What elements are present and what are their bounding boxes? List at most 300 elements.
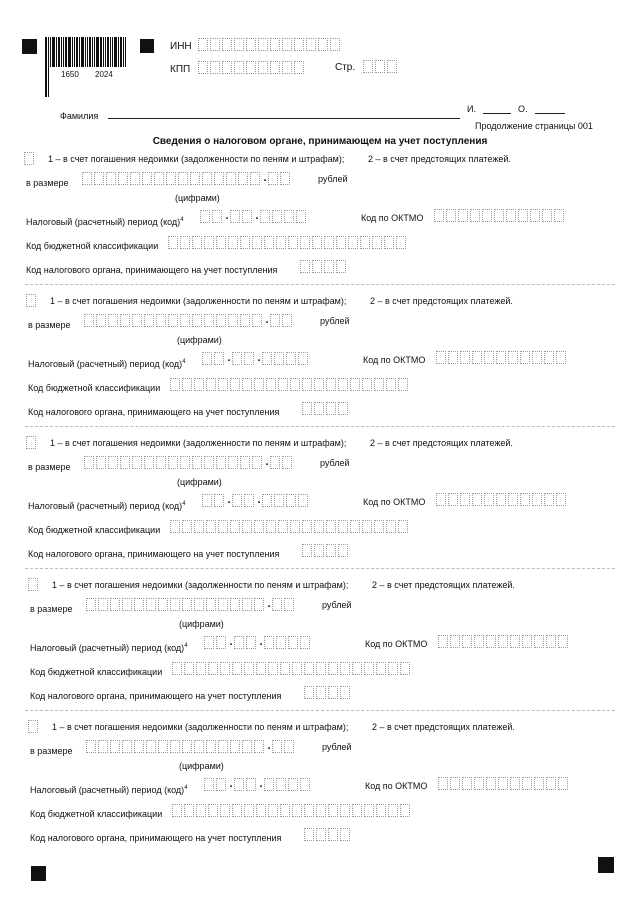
input-cell[interactable]	[288, 636, 298, 649]
input-cell[interactable]	[218, 520, 228, 533]
input-cell[interactable]	[542, 209, 552, 222]
input-cell[interactable]	[450, 777, 460, 790]
input-cell[interactable]	[234, 38, 244, 51]
input-cell[interactable]	[534, 777, 544, 790]
input-cell[interactable]	[168, 236, 178, 249]
input-cell[interactable]	[338, 378, 348, 391]
input-cell[interactable]	[220, 804, 230, 817]
inn-field[interactable]	[198, 38, 342, 51]
input-cell[interactable]	[254, 520, 264, 533]
input-cell[interactable]	[142, 172, 152, 185]
oktmo-field[interactable]	[436, 351, 568, 364]
input-cell[interactable]	[262, 494, 272, 507]
input-cell[interactable]	[218, 740, 228, 753]
input-cell[interactable]	[242, 210, 252, 223]
input-cell[interactable]	[494, 209, 504, 222]
input-cell[interactable]	[374, 378, 384, 391]
input-cell[interactable]	[363, 60, 373, 73]
input-cell[interactable]	[240, 314, 250, 327]
amount-field[interactable]	[84, 456, 294, 469]
input-cell[interactable]	[330, 38, 340, 51]
input-cell[interactable]	[510, 777, 520, 790]
input-cell[interactable]	[296, 210, 306, 223]
input-cell[interactable]	[400, 662, 410, 675]
input-cell[interactable]	[246, 778, 256, 791]
input-cell[interactable]	[232, 804, 242, 817]
input-cell[interactable]	[294, 61, 304, 74]
input-cell[interactable]	[324, 236, 334, 249]
input-cell[interactable]	[226, 172, 236, 185]
input-cell[interactable]	[375, 60, 385, 73]
input-cell[interactable]	[192, 236, 202, 249]
input-cell[interactable]	[388, 804, 398, 817]
input-cell[interactable]	[294, 38, 304, 51]
input-cell[interactable]	[328, 804, 338, 817]
input-cell[interactable]	[210, 38, 220, 51]
input-cell[interactable]	[218, 598, 228, 611]
input-cell[interactable]	[154, 172, 164, 185]
input-cell[interactable]	[242, 378, 252, 391]
input-cell[interactable]	[228, 456, 238, 469]
input-cell[interactable]	[134, 740, 144, 753]
input-cell[interactable]	[544, 351, 554, 364]
input-cell[interactable]	[244, 494, 254, 507]
kpp-field[interactable]	[198, 61, 306, 74]
input-cell[interactable]	[438, 635, 448, 648]
input-cell[interactable]	[268, 172, 278, 185]
input-cell[interactable]	[132, 314, 142, 327]
input-cell[interactable]	[146, 740, 156, 753]
input-cell[interactable]	[324, 260, 334, 273]
input-cell[interactable]	[194, 740, 204, 753]
amount-field[interactable]	[82, 172, 292, 185]
input-cell[interactable]	[146, 598, 156, 611]
input-cell[interactable]	[84, 456, 94, 469]
input-cell[interactable]	[216, 314, 226, 327]
input-cell[interactable]	[362, 378, 372, 391]
input-cell[interactable]	[316, 804, 326, 817]
input-cell[interactable]	[522, 777, 532, 790]
input-cell[interactable]	[302, 378, 312, 391]
input-cell[interactable]	[276, 636, 286, 649]
input-cell[interactable]	[170, 740, 180, 753]
input-cell[interactable]	[194, 378, 204, 391]
input-cell[interactable]	[326, 520, 336, 533]
input-cell[interactable]	[192, 314, 202, 327]
input-cell[interactable]	[364, 804, 374, 817]
input-cell[interactable]	[216, 456, 226, 469]
input-cell[interactable]	[230, 378, 240, 391]
input-cell[interactable]	[556, 493, 566, 506]
input-cell[interactable]	[98, 598, 108, 611]
input-cell[interactable]	[214, 494, 224, 507]
input-cell[interactable]	[202, 494, 212, 507]
input-cell[interactable]	[232, 494, 242, 507]
input-cell[interactable]	[268, 804, 278, 817]
input-cell[interactable]	[312, 236, 322, 249]
input-cell[interactable]	[220, 662, 230, 675]
input-cell[interactable]	[304, 662, 314, 675]
input-cell[interactable]	[210, 61, 220, 74]
input-cell[interactable]	[318, 38, 328, 51]
input-cell[interactable]	[208, 662, 218, 675]
input-cell[interactable]	[184, 662, 194, 675]
input-cell[interactable]	[520, 351, 530, 364]
input-cell[interactable]	[362, 520, 372, 533]
input-cell[interactable]	[246, 636, 256, 649]
payment-type-field[interactable]	[26, 294, 38, 307]
input-cell[interactable]	[182, 740, 192, 753]
input-cell[interactable]	[374, 520, 384, 533]
input-cell[interactable]	[350, 378, 360, 391]
input-cell[interactable]	[244, 804, 254, 817]
input-cell[interactable]	[298, 494, 308, 507]
input-cell[interactable]	[122, 598, 132, 611]
input-cell[interactable]	[508, 493, 518, 506]
input-cell[interactable]	[254, 378, 264, 391]
input-cell[interactable]	[202, 172, 212, 185]
tax-period-field[interactable]	[202, 352, 310, 365]
input-cell[interactable]	[168, 456, 178, 469]
input-cell[interactable]	[26, 294, 36, 307]
input-cell[interactable]	[340, 828, 350, 841]
surname-field[interactable]	[108, 118, 460, 119]
input-cell[interactable]	[272, 598, 282, 611]
input-cell[interactable]	[234, 636, 244, 649]
input-cell[interactable]	[474, 777, 484, 790]
input-cell[interactable]	[232, 662, 242, 675]
input-cell[interactable]	[300, 636, 310, 649]
input-cell[interactable]	[300, 260, 310, 273]
input-cell[interactable]	[484, 351, 494, 364]
input-cell[interactable]	[194, 520, 204, 533]
input-cell[interactable]	[144, 314, 154, 327]
input-cell[interactable]	[282, 314, 292, 327]
input-cell[interactable]	[228, 236, 238, 249]
input-cell[interactable]	[474, 635, 484, 648]
input-cell[interactable]	[336, 260, 346, 273]
input-cell[interactable]	[534, 635, 544, 648]
input-cell[interactable]	[290, 378, 300, 391]
input-cell[interactable]	[244, 662, 254, 675]
tax-authority-field[interactable]	[302, 544, 350, 557]
input-cell[interactable]	[122, 740, 132, 753]
input-cell[interactable]	[230, 740, 240, 753]
input-cell[interactable]	[372, 236, 382, 249]
input-cell[interactable]	[436, 493, 446, 506]
input-cell[interactable]	[216, 236, 226, 249]
input-cell[interactable]	[556, 351, 566, 364]
input-cell[interactable]	[158, 740, 168, 753]
input-cell[interactable]	[86, 598, 96, 611]
input-cell[interactable]	[98, 740, 108, 753]
input-cell[interactable]	[180, 236, 190, 249]
input-cell[interactable]	[306, 38, 316, 51]
input-cell[interactable]	[190, 172, 200, 185]
input-cell[interactable]	[286, 352, 296, 365]
input-cell[interactable]	[250, 172, 260, 185]
input-cell[interactable]	[284, 740, 294, 753]
input-cell[interactable]	[204, 456, 214, 469]
input-cell[interactable]	[518, 209, 528, 222]
input-cell[interactable]	[328, 686, 338, 699]
input-cell[interactable]	[496, 493, 506, 506]
input-cell[interactable]	[240, 456, 250, 469]
input-cell[interactable]	[168, 314, 178, 327]
input-cell[interactable]	[198, 38, 208, 51]
oktmo-field[interactable]	[434, 209, 566, 222]
input-cell[interactable]	[336, 236, 346, 249]
input-cell[interactable]	[300, 778, 310, 791]
input-cell[interactable]	[282, 456, 292, 469]
input-cell[interactable]	[522, 635, 532, 648]
input-cell[interactable]	[206, 520, 216, 533]
input-cell[interactable]	[242, 520, 252, 533]
payment-type-field[interactable]	[28, 578, 40, 591]
amount-field[interactable]	[86, 598, 296, 611]
input-cell[interactable]	[180, 314, 190, 327]
input-cell[interactable]	[484, 493, 494, 506]
input-cell[interactable]	[94, 172, 104, 185]
input-cell[interactable]	[258, 38, 268, 51]
initial-o-field[interactable]	[535, 113, 565, 114]
input-cell[interactable]	[340, 686, 350, 699]
input-cell[interactable]	[270, 314, 280, 327]
input-cell[interactable]	[158, 598, 168, 611]
input-cell[interactable]	[280, 804, 290, 817]
input-cell[interactable]	[196, 804, 206, 817]
input-cell[interactable]	[24, 152, 34, 165]
input-cell[interactable]	[192, 456, 202, 469]
input-cell[interactable]	[282, 38, 292, 51]
input-cell[interactable]	[156, 456, 166, 469]
input-cell[interactable]	[388, 662, 398, 675]
input-cell[interactable]	[486, 635, 496, 648]
amount-field[interactable]	[84, 314, 294, 327]
input-cell[interactable]	[312, 260, 322, 273]
input-cell[interactable]	[274, 352, 284, 365]
input-cell[interactable]	[276, 778, 286, 791]
tax-authority-field[interactable]	[304, 828, 352, 841]
input-cell[interactable]	[506, 209, 516, 222]
input-cell[interactable]	[26, 436, 36, 449]
kbk-field[interactable]	[170, 378, 410, 391]
input-cell[interactable]	[184, 804, 194, 817]
input-cell[interactable]	[298, 352, 308, 365]
input-cell[interactable]	[200, 210, 210, 223]
input-cell[interactable]	[328, 662, 338, 675]
input-cell[interactable]	[434, 209, 444, 222]
input-cell[interactable]	[216, 636, 226, 649]
input-cell[interactable]	[300, 236, 310, 249]
tax-period-field[interactable]	[202, 494, 310, 507]
input-cell[interactable]	[532, 493, 542, 506]
input-cell[interactable]	[276, 236, 286, 249]
input-cell[interactable]	[386, 520, 396, 533]
kbk-field[interactable]	[170, 520, 410, 533]
input-cell[interactable]	[260, 210, 270, 223]
input-cell[interactable]	[166, 172, 176, 185]
input-cell[interactable]	[280, 172, 290, 185]
input-cell[interactable]	[246, 61, 256, 74]
input-cell[interactable]	[472, 351, 482, 364]
tax-period-field[interactable]	[204, 636, 312, 649]
input-cell[interactable]	[130, 172, 140, 185]
input-cell[interactable]	[262, 352, 272, 365]
input-cell[interactable]	[256, 804, 266, 817]
input-cell[interactable]	[204, 778, 214, 791]
input-cell[interactable]	[496, 351, 506, 364]
input-cell[interactable]	[316, 662, 326, 675]
input-cell[interactable]	[264, 778, 274, 791]
input-cell[interactable]	[278, 520, 288, 533]
input-cell[interactable]	[498, 635, 508, 648]
input-cell[interactable]	[364, 662, 374, 675]
input-cell[interactable]	[438, 777, 448, 790]
input-cell[interactable]	[338, 402, 348, 415]
input-cell[interactable]	[350, 520, 360, 533]
input-cell[interactable]	[238, 172, 248, 185]
input-cell[interactable]	[110, 740, 120, 753]
input-cell[interactable]	[216, 778, 226, 791]
kbk-field[interactable]	[172, 662, 412, 675]
input-cell[interactable]	[240, 236, 250, 249]
input-cell[interactable]	[228, 314, 238, 327]
input-cell[interactable]	[396, 236, 406, 249]
input-cell[interactable]	[270, 38, 280, 51]
input-cell[interactable]	[204, 636, 214, 649]
input-cell[interactable]	[352, 662, 362, 675]
input-cell[interactable]	[284, 598, 294, 611]
tax-authority-field[interactable]	[302, 402, 350, 415]
input-cell[interactable]	[498, 777, 508, 790]
input-cell[interactable]	[264, 636, 274, 649]
input-cell[interactable]	[214, 172, 224, 185]
input-cell[interactable]	[348, 236, 358, 249]
input-cell[interactable]	[206, 598, 216, 611]
input-cell[interactable]	[106, 172, 116, 185]
payment-type-field[interactable]	[26, 436, 38, 449]
input-cell[interactable]	[120, 314, 130, 327]
input-cell[interactable]	[270, 456, 280, 469]
input-cell[interactable]	[108, 456, 118, 469]
input-cell[interactable]	[268, 662, 278, 675]
input-cell[interactable]	[230, 520, 240, 533]
input-cell[interactable]	[204, 314, 214, 327]
oktmo-field[interactable]	[438, 777, 570, 790]
input-cell[interactable]	[302, 402, 312, 415]
input-cell[interactable]	[290, 520, 300, 533]
input-cell[interactable]	[470, 209, 480, 222]
input-cell[interactable]	[400, 804, 410, 817]
input-cell[interactable]	[458, 209, 468, 222]
input-cell[interactable]	[304, 804, 314, 817]
input-cell[interactable]	[352, 804, 362, 817]
input-cell[interactable]	[460, 351, 470, 364]
input-cell[interactable]	[214, 352, 224, 365]
input-cell[interactable]	[110, 598, 120, 611]
input-cell[interactable]	[156, 314, 166, 327]
page-number-field[interactable]	[363, 60, 399, 73]
input-cell[interactable]	[558, 635, 568, 648]
tax-authority-field[interactable]	[300, 260, 348, 273]
input-cell[interactable]	[234, 778, 244, 791]
input-cell[interactable]	[360, 236, 370, 249]
input-cell[interactable]	[252, 456, 262, 469]
input-cell[interactable]	[292, 662, 302, 675]
input-cell[interactable]	[118, 172, 128, 185]
input-cell[interactable]	[462, 635, 472, 648]
input-cell[interactable]	[340, 662, 350, 675]
input-cell[interactable]	[446, 209, 456, 222]
input-cell[interactable]	[546, 635, 556, 648]
input-cell[interactable]	[302, 544, 312, 557]
input-cell[interactable]	[314, 378, 324, 391]
input-cell[interactable]	[254, 598, 264, 611]
input-cell[interactable]	[520, 493, 530, 506]
input-cell[interactable]	[288, 236, 298, 249]
input-cell[interactable]	[450, 635, 460, 648]
input-cell[interactable]	[182, 520, 192, 533]
input-cell[interactable]	[120, 456, 130, 469]
input-cell[interactable]	[82, 172, 92, 185]
input-cell[interactable]	[398, 520, 408, 533]
input-cell[interactable]	[196, 662, 206, 675]
input-cell[interactable]	[284, 210, 294, 223]
input-cell[interactable]	[340, 804, 350, 817]
tax-period-field[interactable]	[204, 778, 312, 791]
input-cell[interactable]	[436, 351, 446, 364]
input-cell[interactable]	[326, 378, 336, 391]
input-cell[interactable]	[278, 378, 288, 391]
input-cell[interactable]	[326, 402, 336, 415]
input-cell[interactable]	[246, 38, 256, 51]
input-cell[interactable]	[252, 314, 262, 327]
input-cell[interactable]	[270, 61, 280, 74]
input-cell[interactable]	[84, 314, 94, 327]
input-cell[interactable]	[508, 351, 518, 364]
input-cell[interactable]	[96, 314, 106, 327]
input-cell[interactable]	[266, 378, 276, 391]
input-cell[interactable]	[96, 456, 106, 469]
input-cell[interactable]	[272, 740, 282, 753]
input-cell[interactable]	[314, 402, 324, 415]
input-cell[interactable]	[266, 520, 276, 533]
input-cell[interactable]	[222, 61, 232, 74]
input-cell[interactable]	[288, 778, 298, 791]
input-cell[interactable]	[460, 493, 470, 506]
input-cell[interactable]	[304, 686, 314, 699]
amount-field[interactable]	[86, 740, 296, 753]
input-cell[interactable]	[376, 662, 386, 675]
input-cell[interactable]	[316, 828, 326, 841]
input-cell[interactable]	[172, 804, 182, 817]
initial-i-field[interactable]	[483, 113, 511, 114]
input-cell[interactable]	[252, 236, 262, 249]
input-cell[interactable]	[292, 804, 302, 817]
input-cell[interactable]	[28, 720, 38, 733]
input-cell[interactable]	[376, 804, 386, 817]
input-cell[interactable]	[222, 38, 232, 51]
input-cell[interactable]	[170, 378, 180, 391]
input-cell[interactable]	[86, 740, 96, 753]
input-cell[interactable]	[202, 352, 212, 365]
input-cell[interactable]	[554, 209, 564, 222]
input-cell[interactable]	[384, 236, 394, 249]
input-cell[interactable]	[398, 378, 408, 391]
input-cell[interactable]	[232, 352, 242, 365]
input-cell[interactable]	[282, 61, 292, 74]
